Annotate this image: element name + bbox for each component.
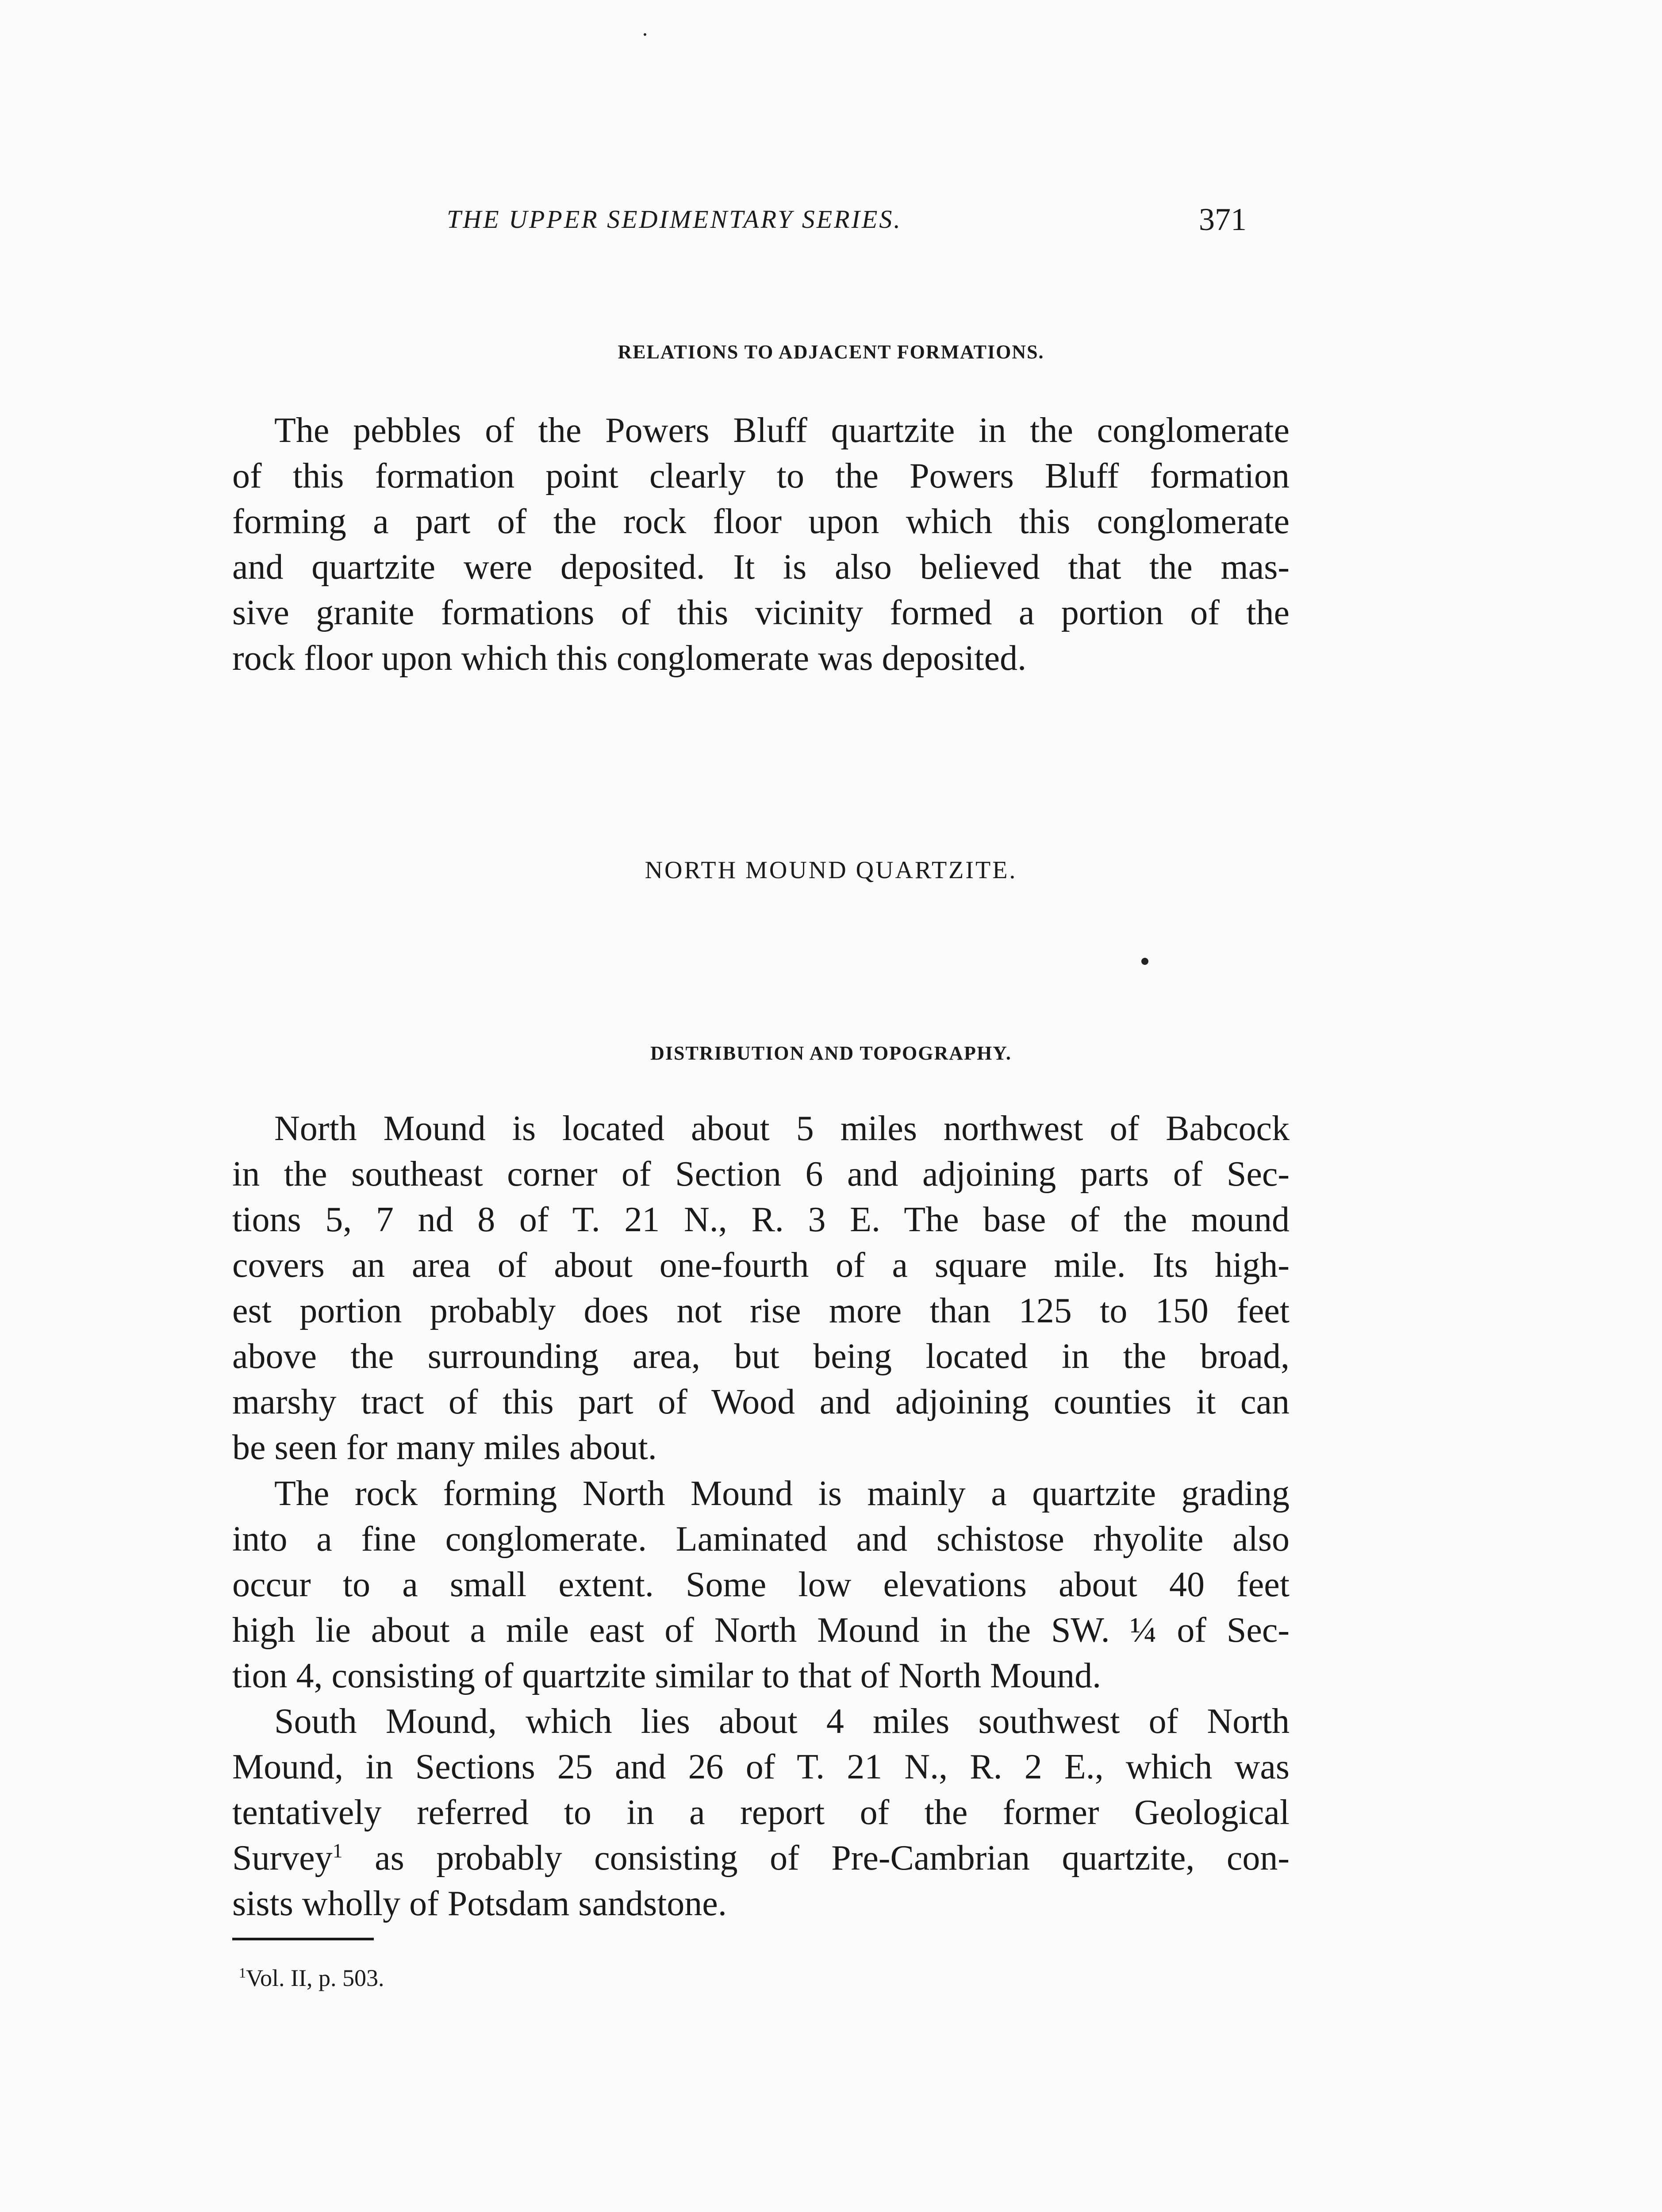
page-number: 371 [1199, 202, 1247, 237]
footnote-divider [232, 1938, 374, 1940]
text-line: The rock forming North Mound is mainly a quartzite grading [274, 1474, 1290, 1513]
footnote-text: Vol. II, p. 503. [246, 1965, 384, 1991]
footnote-marker: 1 [332, 1839, 343, 1862]
paragraph-relations [232, 408, 1290, 681]
footnote-number: 1 [239, 1965, 246, 1981]
text-line: est portion probably does not rise more than 125 to 150 feet [232, 1291, 1290, 1330]
text-line: occur to a small extent. Some low elevations about 40 feet [232, 1565, 1290, 1604]
paragraph-location [232, 1106, 1290, 1471]
text-line: tions 5, 7 nd 8 of T. 21 N., R. 3 E. The base of the mound [232, 1200, 1290, 1239]
text-line: covers an area of about one-fourth of a square mile. Its high- [232, 1246, 1290, 1285]
text-fragment: as probably consisting of Pre-Cambrian quartzite, con- [342, 1839, 1290, 1878]
text-line: Mound, in Sections 25 and 26 of T. 21 N., R. 2 E., which was [232, 1747, 1290, 1786]
text-line: marshy tract of this part of Wood and adjoining counties it can [232, 1382, 1290, 1421]
text-line: sists wholly of Potsdam sandstone. [232, 1884, 727, 1923]
text-line: rock floor upon which this conglomerate was deposited. [232, 639, 1027, 678]
text-line: The pebbles of the Powers Bluff quartzite in the conglomerate [274, 411, 1290, 450]
section-heading-north-mound: NORTH MOUND QUARTZITE. [645, 856, 1017, 884]
text-line: of this formation point clearly to the Powers Bluff formation [232, 457, 1290, 495]
section-heading-relations: RELATIONS TO ADJACENT FORMATIONS. [618, 341, 1044, 363]
section-heading-distribution: DISTRIBUTION AND TOPOGRAPHY. [650, 1042, 1012, 1064]
text-fragment: Survey [232, 1839, 333, 1878]
text-line: forming a part of the rock floor upon which this conglomerate [232, 502, 1290, 541]
text-line [232, 1836, 1290, 1881]
text-line: in the southeast corner of Section 6 and adjoining parts of Sec- [232, 1155, 1290, 1194]
footnote [239, 1964, 384, 1992]
text-line: into a fine conglomerate. Laminated and schistose rhyolite also [232, 1520, 1290, 1559]
ink-speck [644, 33, 646, 36]
text-line: sive granite formations of this vicinity formed a portion of the [232, 593, 1290, 632]
text-line: above the surrounding area, but being located in the broad, [232, 1337, 1290, 1376]
text-line: tentatively referred to in a report of the former Geological [232, 1793, 1290, 1832]
text-line: South Mound, which lies about 4 miles southwest of North [274, 1702, 1290, 1741]
text-line: be seen for many miles about. [232, 1428, 657, 1467]
ink-speck [1141, 958, 1148, 965]
text-line: and quartzite were deposited. It is also believed that the mas- [232, 548, 1290, 587]
paragraph-rock [232, 1471, 1290, 1699]
running-title: THE UPPER SEDIMENTARY SERIES. [447, 205, 902, 234]
text-line: high lie about a mile east of North Mound in the SW. ¼ of Sec- [232, 1611, 1290, 1650]
text-line: North Mound is located about 5 miles northwest of Babcock [274, 1109, 1290, 1148]
paragraph-south-mound [232, 1699, 1290, 1927]
text-line: tion 4, consisting of quartzite similar to that of North Mound. [232, 1656, 1102, 1695]
